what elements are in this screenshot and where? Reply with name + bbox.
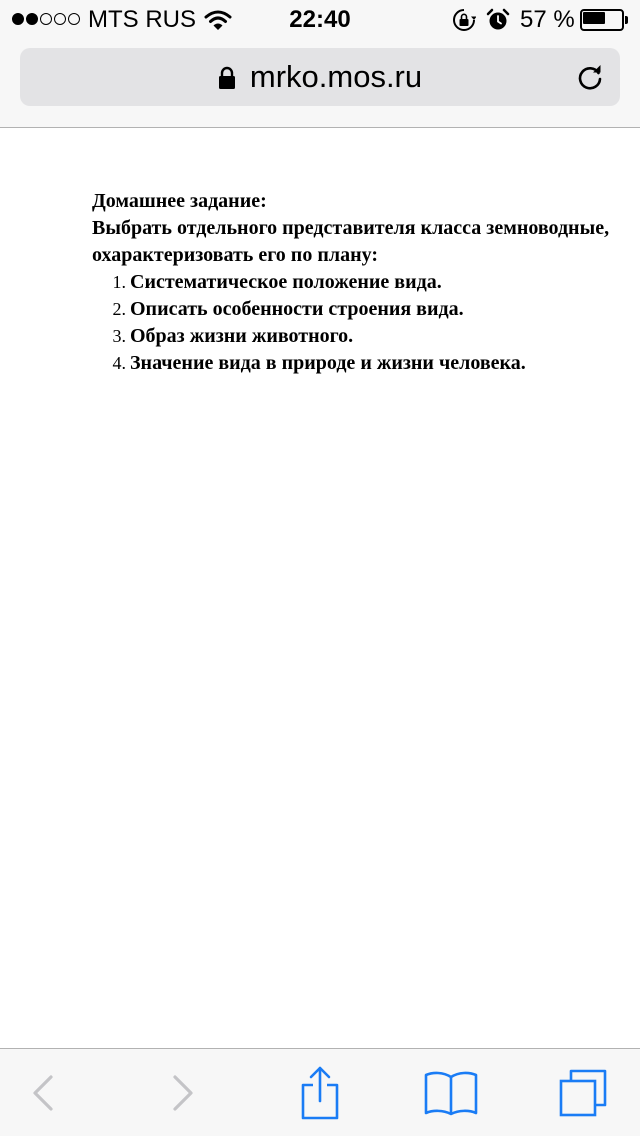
tabs-icon [558,1068,608,1118]
plan-item-number: 3. [112,326,126,346]
plan-list [92,269,612,377]
homework-task: Выбрать отдельного представителя класса земноводные, охарактеризовать его по плану: [92,217,610,266]
url-text[interactable]: mrko.mos.ru [249,59,423,94]
plan-item [92,323,612,350]
plan-item-text: Образ жизни животного. [130,325,354,347]
forward-button[interactable] [143,1049,223,1136]
share-button[interactable] [280,1049,360,1136]
battery-icon [580,9,630,31]
plan-item-text: Значение вида в природе и жизни человека. [130,352,526,374]
share-icon [300,1065,340,1121]
status-bar [0,0,640,40]
plan-item-number: 1. [112,272,126,292]
battery-percentage: 57 % [520,6,575,33]
battery-tip [625,16,628,24]
address-bar[interactable] [20,48,620,106]
alarm-icon [486,8,510,32]
bookmarks-icon [423,1069,479,1117]
padlock-icon [218,66,236,90]
reload-icon[interactable] [576,63,604,91]
plan-item-text: Описать особенности строения вида. [130,298,464,320]
address-content[interactable] [20,48,620,106]
browser-toolbar [0,1048,640,1136]
forward-icon [171,1073,195,1113]
homework-title: Домашнее задание: [92,190,267,212]
browser-header [0,40,640,128]
plan-item [92,350,612,377]
plan-item-number: 4. [112,353,126,373]
bookmarks-button[interactable] [411,1049,491,1136]
plan-item [92,296,612,323]
back-icon [31,1073,55,1113]
page-content [92,188,612,377]
clock: 22:40 [289,6,351,33]
back-button[interactable] [3,1049,83,1136]
plan-item [92,269,612,296]
rotation-lock-icon [452,8,476,32]
battery-fill [583,12,605,24]
plan-item-number: 2. [112,299,126,319]
carrier-name: MTS RUS [88,6,196,33]
plan-item-text: Систематическое положение вида. [130,271,442,293]
tabs-button[interactable] [543,1049,623,1136]
